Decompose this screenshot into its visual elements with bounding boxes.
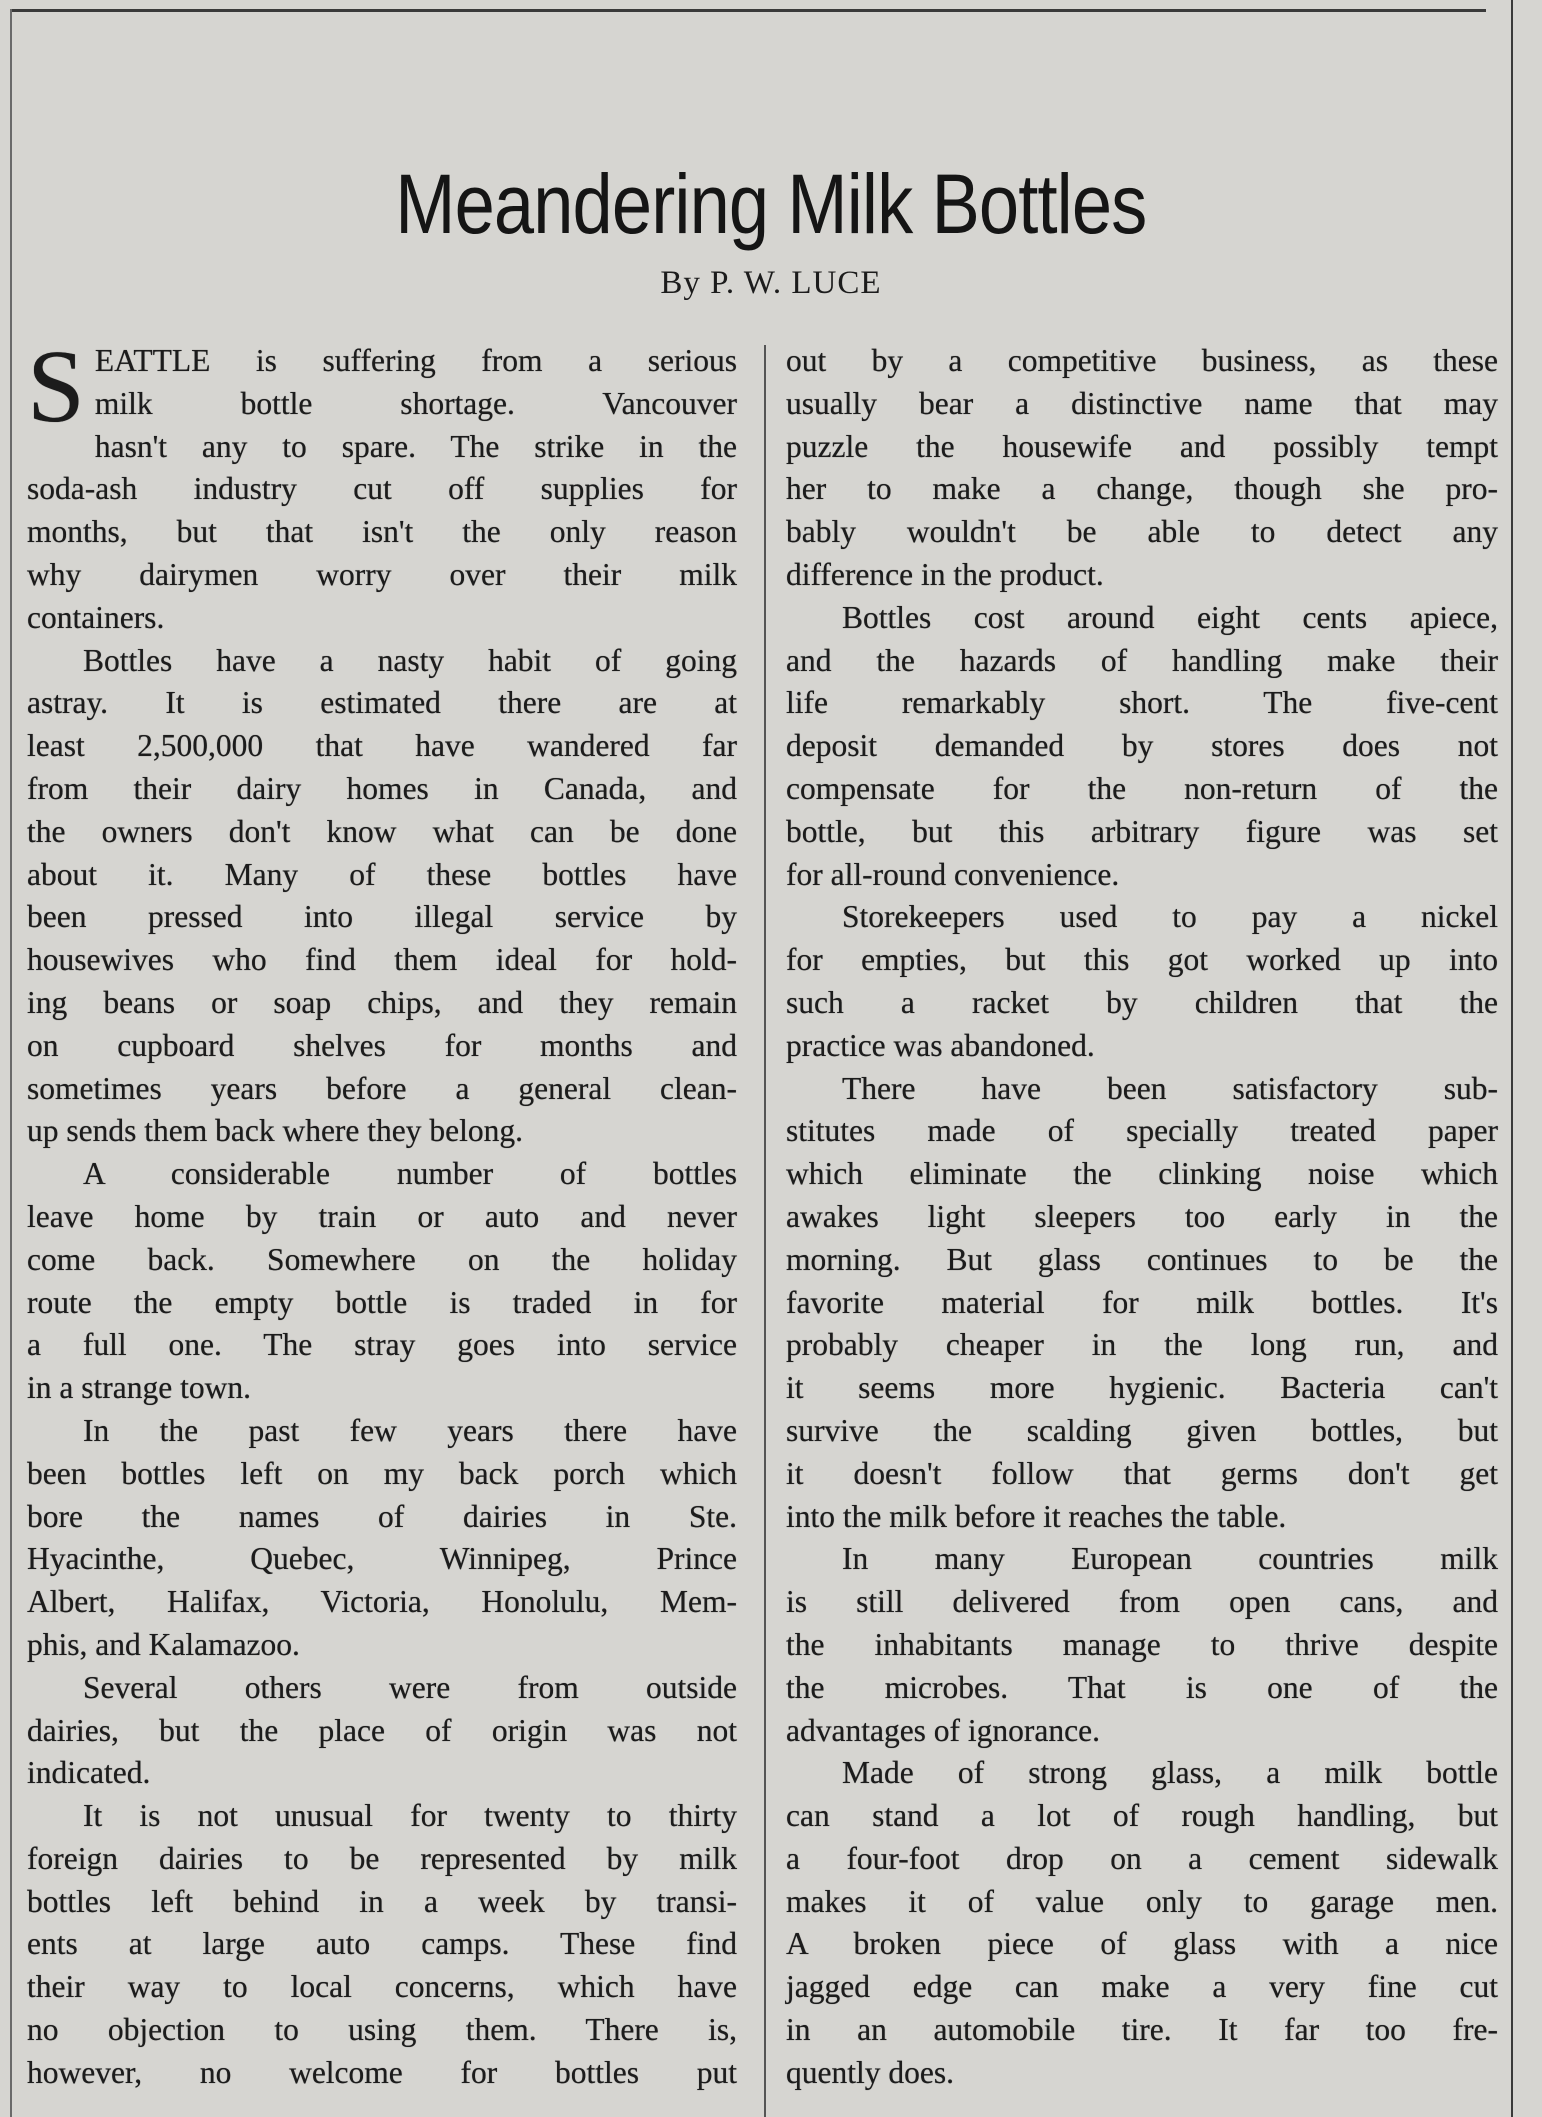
text-line: bottle, but this arbitrary figure was set [786,813,1498,849]
text-line: stitutes made of specially treated paper [786,1113,1498,1149]
article-paragraph [786,1068,1498,1539]
text-line: makes it of value only to garage men. [786,1883,1498,1919]
column-divider [764,345,766,2117]
text-line: for empties, but this got worked up into [786,942,1498,978]
text-line: In many European countries milk [842,1541,1498,1577]
text-line: ents at large auto camps. These find [27,1926,737,1962]
text-line: containers. [27,599,165,635]
text-line: Hyacinthe, Quebec, Winnipeg, Prince [27,1541,737,1577]
article-paragraph [786,896,1498,1067]
text-line: which eliminate the clinking noise which [786,1156,1498,1192]
article-paragraph [27,1667,737,1795]
text-line: on cupboard shelves for months and [27,1027,737,1063]
text-line: the microbes. That is one of the [786,1669,1498,1705]
text-line: a full one. The stray goes into service [27,1327,737,1363]
text-line: the owners don't know what can be done [27,813,737,849]
text-line: Storekeepers used to pay a nickel [842,899,1498,935]
text-line: bore the names of dairies in Ste. [27,1498,737,1534]
right-column [786,340,1498,2095]
text-line: it seems more hygienic. Bacteria can't [786,1370,1498,1406]
text-line: the inhabitants manage to thrive despite [786,1626,1498,1662]
text-line: bottles left behind in a week by transi- [27,1883,737,1919]
text-line: Several others were from outside [83,1669,737,1705]
text-line: favorite material for milk bottles. It's [786,1284,1498,1320]
text-line: Bottles have a nasty habit of going [83,642,737,678]
text-line: life remarkably short. The five-cent [786,685,1498,721]
text-line: A considerable number of bottles [83,1156,737,1192]
text-line: such a racket by children that the [786,984,1498,1020]
text-line: In the past few years there have [83,1412,737,1448]
text-line: hasn't any to spare. The strike in the [94,428,737,464]
article-paragraph [786,1538,1498,1752]
text-line: indicated. [27,1755,151,1791]
text-line: usually bear a distinctive name that may [786,385,1498,421]
text-line: and the hazards of handling make their [786,642,1498,678]
text-line: housewives who find them ideal for hold- [27,942,737,978]
left-column-rule [10,9,12,2117]
article-paragraph [27,1795,737,2095]
text-line: There have been satisfactory sub- [842,1070,1498,1106]
text-line: no objection to using them. There is, [27,2012,737,2048]
text-line: foreign dairies to be represented by milk [27,1840,737,1876]
text-line: phis, and Kalamazoo. [27,1626,300,1662]
text-line: Bottles cost around eight cents apiece, [842,599,1498,635]
text-line: soda-ash industry cut off supplies for [27,471,737,507]
text-line: in an automobile tire. It far too fre- [786,2012,1498,2048]
text-line: why dairymen worry over their milk [27,556,737,592]
text-line: difference in the product. [786,556,1104,592]
article-paragraph [786,597,1498,897]
text-line: EATTLE is suffering from a serious [94,343,737,378]
article-paragraph [27,329,737,640]
text-line: compensate for the non-return of the [786,770,1498,806]
text-line: a four-foot drop on a cement sidewalk [786,1840,1498,1876]
text-line: astray. It is estimated there are at [27,685,737,721]
text-line: in a strange town. [27,1370,251,1406]
text-line: bably wouldn't be able to detect any [786,514,1498,550]
text-line: her to make a change, though she pro- [786,471,1498,507]
article-paragraph [786,340,1498,597]
text-line: been pressed into illegal service by [27,899,737,935]
text-line: least 2,500,000 that have wandered far [27,728,737,764]
text-line: their way to local concerns, which have [27,1969,737,2005]
text-line: it doesn't follow that germs don't get [786,1455,1498,1491]
text-line: ing beans or soap chips, and they remain [27,984,737,1020]
text-line: survive the scalding given bottles, but [786,1412,1498,1448]
text-line: sometimes years before a general clean- [27,1070,737,1106]
text-line: for all-round convenience. [786,856,1120,892]
article-paragraph [27,1410,737,1667]
text-line: jagged edge can make a very fine cut [786,1969,1498,2005]
text-line: from their dairy homes in Canada, and [27,770,737,806]
text-line: quently does. [786,2054,954,2090]
text-line: dairies, but the place of origin was not [27,1712,737,1748]
text-line: deposit demanded by stores does not [786,728,1498,764]
text-line: puzzle the housewife and possibly tempt [786,428,1498,464]
top-rule [10,9,1486,12]
text-line: practice was abandoned. [786,1027,1095,1063]
text-line: It is not unusual for twenty to thirty [83,1798,737,1834]
text-line: route the empty bottle is traded in for [27,1284,737,1320]
text-line: is still delivered from open cans, and [786,1584,1498,1620]
text-line: into the milk before it reaches the table. [786,1498,1287,1534]
text-line: morning. But glass continues to be the [786,1241,1498,1277]
text-line: milk bottle shortage. Vancouver [94,385,737,421]
text-line: out by a competitive business, as these [786,343,1498,378]
article-paragraph [27,640,737,1154]
text-line: however, no welcome for bottles put [27,2054,737,2090]
drop-cap: S [27,329,85,444]
article-paragraph [786,1752,1498,2094]
text-line: Made of strong glass, a milk bottle [842,1755,1498,1791]
text-line: awakes light sleepers too early in the [786,1198,1498,1234]
text-line: A broken piece of glass with a nice [786,1926,1498,1962]
article-byline: By P. W. LUCE [660,265,882,301]
right-column-rule [1511,0,1513,2117]
text-line: up sends them back where they belong. [27,1113,523,1149]
text-line: advantages of ignorance. [786,1712,1100,1748]
article-paragraph [27,1153,737,1410]
text-line: probably cheaper in the long run, and [786,1327,1498,1363]
left-column [27,329,737,2095]
text-line: months, but that isn't the only reason [27,514,737,550]
text-line: been bottles left on my back porch which [27,1455,737,1491]
article-title: Meandering Milk Bottles [395,157,1147,252]
text-line: come back. Somewhere on the holiday [27,1241,737,1277]
text-line: leave home by train or auto and never [27,1198,737,1234]
text-line: about it. Many of these bottles have [27,856,737,892]
text-line: Albert, Halifax, Victoria, Honolulu, Mem- [27,1584,737,1620]
text-line: can stand a lot of rough handling, but [786,1798,1498,1834]
